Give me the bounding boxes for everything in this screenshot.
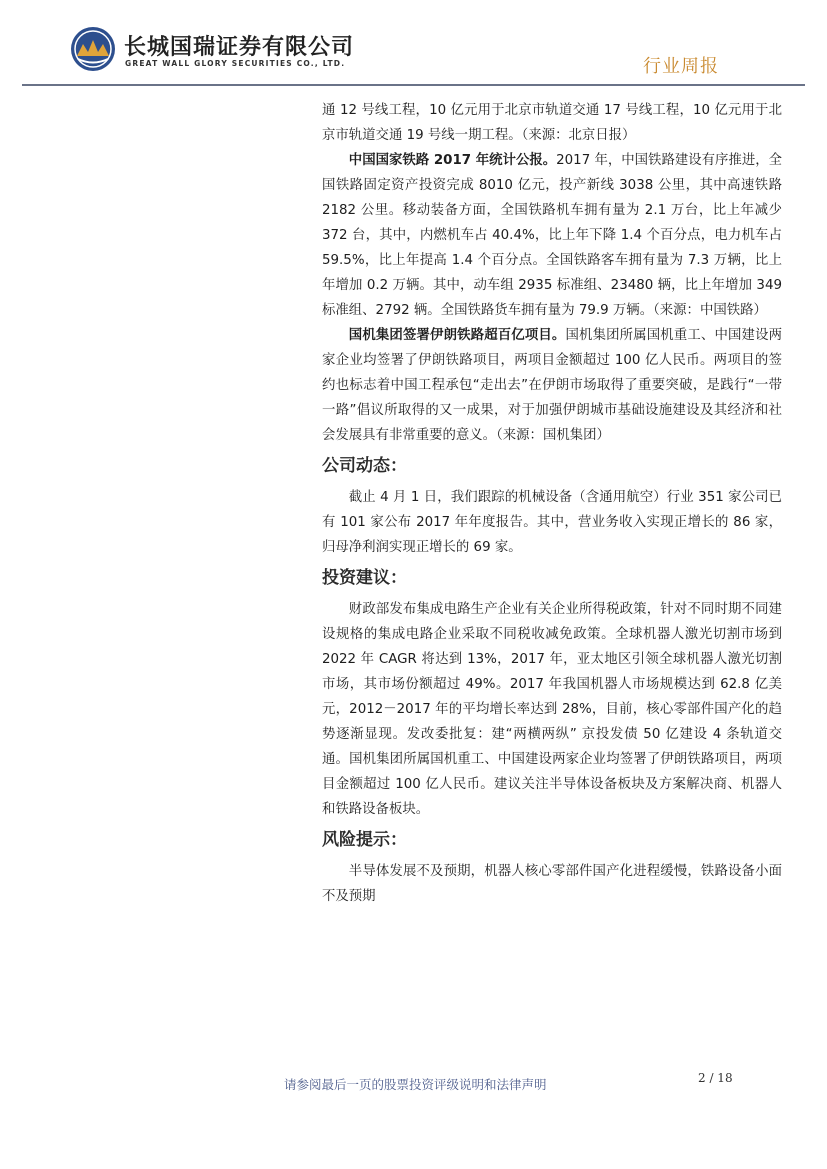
paragraph-risk-warning: 半导体发展不及预期，机器人核心零部件国产化进程缓慢，铁路设备小面不及预期 (322, 864, 782, 904)
company-name-en: GREAT WALL GLORY SECURITIES CO., LTD. (125, 59, 346, 68)
section-title-investment-advice: 投资建议： (322, 568, 407, 588)
footer-disclaimer: 请参阅最后一页的股票投资评级说明和法律声明 (284, 1077, 547, 1092)
paragraph-lead: 国机集团签署伊朗铁路超百亿项目。 (348, 328, 566, 343)
page-number: 2 / 18 (698, 1071, 733, 1085)
paragraph-lead: 中国国家铁路 2017 年统计公报。 (348, 153, 557, 168)
paragraph-beijing-rail: 通 12 号线工程，10 亿元用于北京市轨道交通 17 号线工程，10 亿元用于北京市轨道交通 19 号线一期工程。（来源：北京日报） (322, 103, 782, 143)
main-content (322, 98, 782, 909)
section-title-risk-warning: 风险提示： (322, 830, 407, 850)
company-name-cn: 长城国瑞证券有限公司 (124, 35, 355, 60)
company-logo-icon (70, 26, 116, 72)
paragraph-iran-project (322, 323, 782, 448)
paragraph-text: 国机集团所属国机重工、中国建设两家企业均签署了伊朗铁路项目，两项目金额超过 100 亿人民币。两项目的签约也标志着中国工程承包“走出去”在伊朗市场取得了重要突破，是践行“一带一路”倡议所取得的又一成果，对于加强伊朗城市基础设施建设及其经济和社会发展具有非常重要的意义。（来源：国机集团） (322, 328, 783, 443)
paragraph-company-news: 截止 4 月 1 日，我们跟踪的机械设备（含通用航空）行业 351 家公司已有 101 家公布 2017 年年度报告。其中，营业务收入实现正增长的 86 家，归母净利润实现正增长的 69 家。 (322, 490, 782, 555)
paragraph-investment-advice: 财政部发布集成电路生产企业有关企业所得税政策，针对不同时期不同建设规格的集成电路企业采取不同税收减免政策。全球机器人激光切割市场到 2022 年 CAGR 将达到 13%，2017 年，亚太地区引领全球机器人激光切割市场，其市场份额超过 49%。2017 年我国机器人市场规模达到 62.8 亿美元，2012－2017 年的平均增长率达到 28%，目前，核心零部件国产化的趋势逐渐显现。发改委批复：建“两横两纵” 京投发债 50 亿建设 4 条轨道交通。国机集团所属国机重工、中国建设两家企业均签署了伊朗铁路项目，两项目金额超过 100 亿人民币。建议关注半导体设备板块及方案解决商、机器人和铁路设备板块。 (322, 602, 782, 817)
report-type-label: 行业周报 (643, 56, 719, 77)
paragraph-railway-stats (322, 148, 782, 323)
paragraph-text: 2017 年，中国铁路建设有序推进，全国铁路固定资产投资完成 8010 亿元，投产新线 3038 公里，其中高速铁路 2182 公里。移动装备方面，全国铁路机车拥有量为 2.1 万台，比上年减少 372 台，其中，内燃机车占 40.4%，比上年下降 1.4 个百分点，电力机车占 59.5%，比上年提高 1.4 个百分点。全国铁路客车拥有量为 7.3 万辆，比上年增加 0.2 万辆。其中，动车组 2935 标准组、23480 辆，比上年增加 349 标准组、2792 辆。全国铁路货车拥有量为 79.9 万辆。（来源：中国铁路） (322, 153, 782, 318)
page-header (0, 0, 827, 90)
header-divider (22, 84, 805, 86)
section-title-company-news: 公司动态： (322, 456, 407, 476)
